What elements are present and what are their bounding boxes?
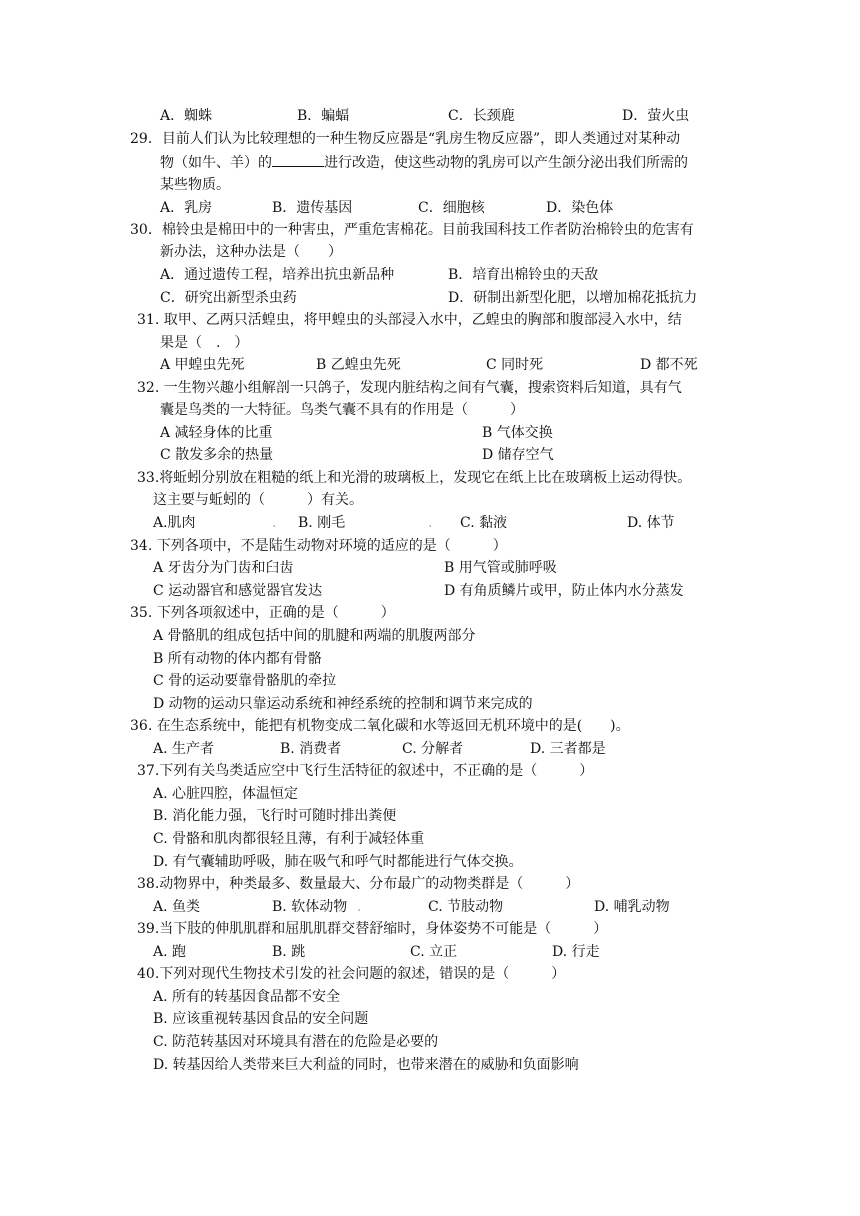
question-text: 37.下列有关鸟类适应空中飞行生活特征的叙述中，不正确的是（ ） (137, 763, 594, 779)
option-d: D 有角质鳞片或甲，防止体内水分蒸发 (444, 583, 684, 599)
option-a: A. 鱼类 (153, 899, 201, 915)
question-text-line2: 果是（ . ） (160, 335, 249, 351)
option-a: A. 跑 (153, 944, 187, 960)
option-b: B．培育出棉铃虫的天敌 (448, 267, 599, 283)
option-b: B. 消化能力强，飞行时可随时排出粪便 (153, 808, 397, 824)
option-c: C 运动器官和感觉器官发达 (153, 583, 323, 599)
option-c: C．长颈鹿 (448, 108, 515, 124)
question-text-line2 (160, 152, 688, 172)
question-text: 31. 取甲、乙两只活蝗虫，将甲蝗虫的头部浸入水中，乙蝗虫的胸部和腹部浸入水中，结 (137, 312, 682, 328)
option-c: C. 立正 (410, 944, 458, 960)
option-c: C. 黏液 (460, 515, 508, 531)
question-text: 34. 下列各项中，不是陆生动物对环境的适应的是（ ） (130, 538, 507, 554)
option-a: A 甲蝗虫先死 (160, 357, 245, 373)
option-d: D. 三者都是 (530, 741, 606, 757)
dot-mark: . (428, 515, 433, 531)
option-b: B 所有动物的体内都有骨骼 (153, 651, 322, 667)
question-text: 32. 一生物兴趣小组解剖一只鸽子，发现内脏结构之间有气囊，搜索资料后知道，具有气 (137, 380, 682, 396)
question-text: 30．棉铃虫是棉田中的一种害虫，严重危害棉花。目前我国科技工作者防治棉铃虫的危害有 (130, 222, 694, 238)
option-d: D 储存空气 (482, 447, 554, 463)
option-c: C 散发多余的热量 (160, 447, 274, 463)
question-text-line2: 这主要与蚯蚓的（ ）有关。 (153, 492, 363, 508)
option-b: B．蝙蝠 (297, 108, 350, 124)
option-d: D. 体节 (627, 515, 675, 531)
option-d: D. 哺乳动物 (594, 899, 670, 915)
question-text: 36. 在生态系统中，能把有机物变成二氧化碳和水等返回无机环境中的是( )。 (130, 718, 630, 734)
option-a: A 减轻身体的比重 (160, 425, 273, 441)
question-text: 38.动物界中，种类最多、数量最大、分布最广的动物类群是（ ） (137, 876, 580, 892)
option-a: A 牙齿分为门齿和臼齿 (153, 560, 294, 576)
option-d: D．研制出新型化肥，以增加棉花抵抗力 (448, 290, 698, 306)
option-c: C. 防范转基因对环境具有潜在的危险是必要的 (153, 1034, 439, 1050)
option-c: C 同时死 (486, 357, 544, 373)
option-a: A．乳房 (160, 200, 213, 216)
option-c: C．研究出新型杀虫药 (160, 290, 297, 306)
option-a: A. 所有的转基因食品都不安全 (153, 989, 341, 1005)
option-d: D．萤火虫 (622, 108, 690, 124)
question-text-part: 进行改造，使这些动物的乳房可以产生颌分泌出我们所需的 (324, 155, 688, 171)
option-d: D 动物的运动只靠运动系统和神经系统的控制和调节来完成的 (153, 696, 533, 712)
question-text-line2: 囊是鸟类的一大特征。鸟类气囊不具有的作用是（ ） (160, 402, 524, 418)
question-text: 35. 下列各项叙述中，正确的是（ ） (130, 605, 395, 621)
question-text-part: 物（如牛、羊）的 (160, 155, 272, 171)
option-b: B. 刚毛 (298, 515, 346, 531)
option-a: A．通过遗传工程，培养出抗虫新品种 (160, 267, 395, 283)
option-c: C 骨的运动要靠骨骼肌的牵拉 (153, 673, 337, 689)
option-b: B．遗传基因 (272, 200, 353, 216)
option-a: A.肌肉 (153, 515, 196, 531)
option-c: C. 节肢动物 (428, 899, 504, 915)
option-d: D．染色体 (546, 200, 614, 216)
option-b: B. 跳 (272, 944, 306, 960)
option-b: B 用气管或肺呼吸 (444, 560, 557, 576)
question-text: 39.当下肢的伸肌肌群和屈肌肌群交替舒缩时，身体姿势不可能是（ ） (137, 921, 608, 937)
question-text-line3: 某些物质。 (160, 177, 230, 193)
option-d: D. 转基因给人类带来巨大利益的同时，也带来潜在的威胁和负面影响 (153, 1057, 579, 1073)
option-b: B 气体交换 (482, 425, 553, 441)
option-a: A. 生产者 (153, 741, 215, 757)
question-text: 33.将蚯蚓分别放在粗糙的纸上和光滑的玻璃板上，发现它在纸上比在玻璃板上运动得快。 (137, 470, 692, 486)
dot-mark: . (272, 515, 277, 531)
option-d: D. 有气囊辅助呼吸，肺在吸气和呼气时都能进行气体交换。 (153, 854, 523, 870)
question-text: 29．目前人们认为比较理想的一种生物反应器是“乳房生物反应器”，即人类通过对某种动 (130, 131, 681, 147)
option-a: A．蜘蛛 (160, 108, 213, 124)
question-text-line2: 新办法，这种办法是（ ） (160, 244, 342, 260)
option-c: C. 分解者 (402, 741, 464, 757)
option-c: C．细胞核 (418, 200, 485, 216)
dot-mark: . (357, 899, 362, 915)
option-a: A 骨骼肌的组成包括中间的肌腱和两端的肌腹两部分 (153, 628, 476, 644)
option-b: B 乙蝗虫先死 (316, 357, 401, 373)
answer-blank (272, 152, 324, 167)
option-b: B. 软体动物 (272, 899, 348, 915)
question-text: 40.下列对现代生物技术引发的社会问题的叙述，错误的是（ ） (137, 966, 566, 982)
option-d: D 都不死 (640, 357, 698, 373)
option-b: B. 应该重视转基因食品的安全问题 (153, 1011, 369, 1027)
option-a: A. 心脏四腔，体温恒定 (153, 786, 299, 802)
option-c: C. 骨骼和肌肉都很轻且薄，有利于减轻体重 (153, 831, 425, 847)
option-d: D. 行走 (552, 944, 600, 960)
option-b: B. 消费者 (280, 741, 342, 757)
